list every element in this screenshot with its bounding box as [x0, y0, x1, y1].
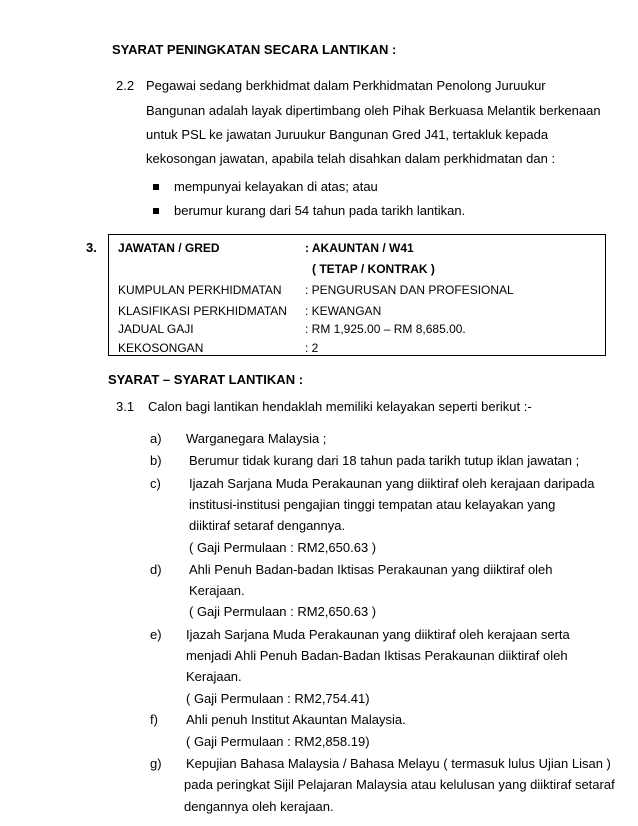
paragraph-number: 2.2: [116, 78, 135, 93]
item-marker: e): [150, 627, 162, 642]
item-line: ( Gaji Permulaan : RM2,650.63 ): [189, 540, 377, 555]
item-line: Kepujian Bahasa Malaysia / Bahasa Melayu ( termasuk lulus Ujian Lisan ): [186, 756, 611, 771]
bullet-item: berumur kurang dari 54 tahun pada tarikh lantikan.: [174, 203, 466, 218]
item-marker: a): [150, 431, 162, 446]
item-line: ( Gaji Permulaan : RM2,650.63 ): [189, 604, 377, 619]
field-label-position: JAWATAN / GRED: [118, 241, 220, 255]
section-number: 3.: [86, 240, 97, 255]
requirements-heading: SYARAT – SYARAT LANTIKAN :: [108, 372, 304, 387]
bullet-item: mempunyai kelayakan di atas; atau: [174, 179, 378, 194]
item-marker: f): [150, 712, 158, 727]
field-value-status: ( TETAP / KONTRAK ): [312, 262, 435, 276]
item-line: Berumur tidak kurang dari 18 tahun pada tarikh tutup iklan jawatan ;: [189, 453, 580, 468]
bullet-icon: [153, 184, 159, 190]
item-marker: d): [150, 562, 162, 577]
item-marker: g): [150, 756, 162, 771]
item-line: Ahli penuh Institut Akauntan Malaysia.: [186, 712, 406, 727]
paragraph-line: Pegawai sedang berkhidmat dalam Perkhidmatan Penolong Juruukur: [146, 78, 546, 93]
field-value-salary: : RM 1,925.00 – RM 8,685.00.: [305, 322, 466, 336]
section-heading-promotion: SYARAT PENINGKATAN SECARA LANTIKAN :: [112, 42, 397, 57]
item-line: dengannya oleh kerajaan.: [184, 799, 334, 814]
item-line: Ijazah Sarjana Muda Perakaunan yang diiktiraf oleh kerajaan daripada: [189, 476, 595, 491]
item-line: menjadi Ahli Penuh Badan-Badan Iktisas Perakaunan diiktiraf oleh: [186, 648, 568, 663]
item-line: ( Gaji Permulaan : RM2,754.41): [186, 691, 370, 706]
item-marker: b): [150, 453, 162, 468]
paragraph-line: untuk PSL ke jawatan Juruukur Bangunan Gred J41, tertakluk kepada: [146, 127, 549, 142]
item-line: ( Gaji Permulaan : RM2,858.19): [186, 734, 370, 749]
requirements-intro: Calon bagi lantikan hendaklah memiliki kelayakan seperti berikut :-: [148, 399, 532, 414]
field-label-group: KUMPULAN PERKHIDMATAN: [118, 283, 282, 297]
item-marker: c): [150, 476, 161, 491]
item-line: Kerajaan.: [189, 583, 245, 598]
item-line: Ahli Penuh Badan-badan Iktisas Perakaunan yang diiktiraf oleh: [189, 562, 553, 577]
paragraph-line: Bangunan adalah layak dipertimbang oleh Pihak Berkuasa Melantik berkenaan: [146, 103, 601, 118]
field-value-position: : AKAUNTAN / W41: [305, 241, 414, 255]
item-line: Kerajaan.: [186, 669, 242, 684]
item-line: institusi-institusi pengajian tinggi tempatan atau kelayakan yang: [189, 497, 556, 512]
field-value-vacancy: : 2: [305, 341, 319, 355]
field-label-salary: JADUAL GAJI: [118, 322, 194, 336]
field-label-vacancy: KEKOSONGAN: [118, 341, 204, 355]
item-line: pada peringkat Sijil Pelajaran Malaysia atau kelulusan yang diiktiraf setaraf: [184, 777, 615, 792]
subsection-number: 3.1: [116, 399, 135, 414]
item-line: Warganegara Malaysia ;: [186, 431, 327, 446]
item-line: Ijazah Sarjana Muda Perakaunan yang diiktiraf oleh kerajaan serta: [186, 627, 570, 642]
bullet-icon: [153, 208, 159, 214]
field-value-group: : PENGURUSAN DAN PROFESIONAL: [305, 283, 514, 297]
field-label-classification: KLASIFIKASI PERKHIDMATAN: [118, 304, 287, 318]
item-line: diiktiraf setaraf dengannya.: [189, 518, 346, 533]
field-value-classification: : KEWANGAN: [305, 304, 382, 318]
paragraph-line: kekosongan jawatan, apabila telah disahkan dalam perkhidmatan dan :: [146, 151, 556, 166]
